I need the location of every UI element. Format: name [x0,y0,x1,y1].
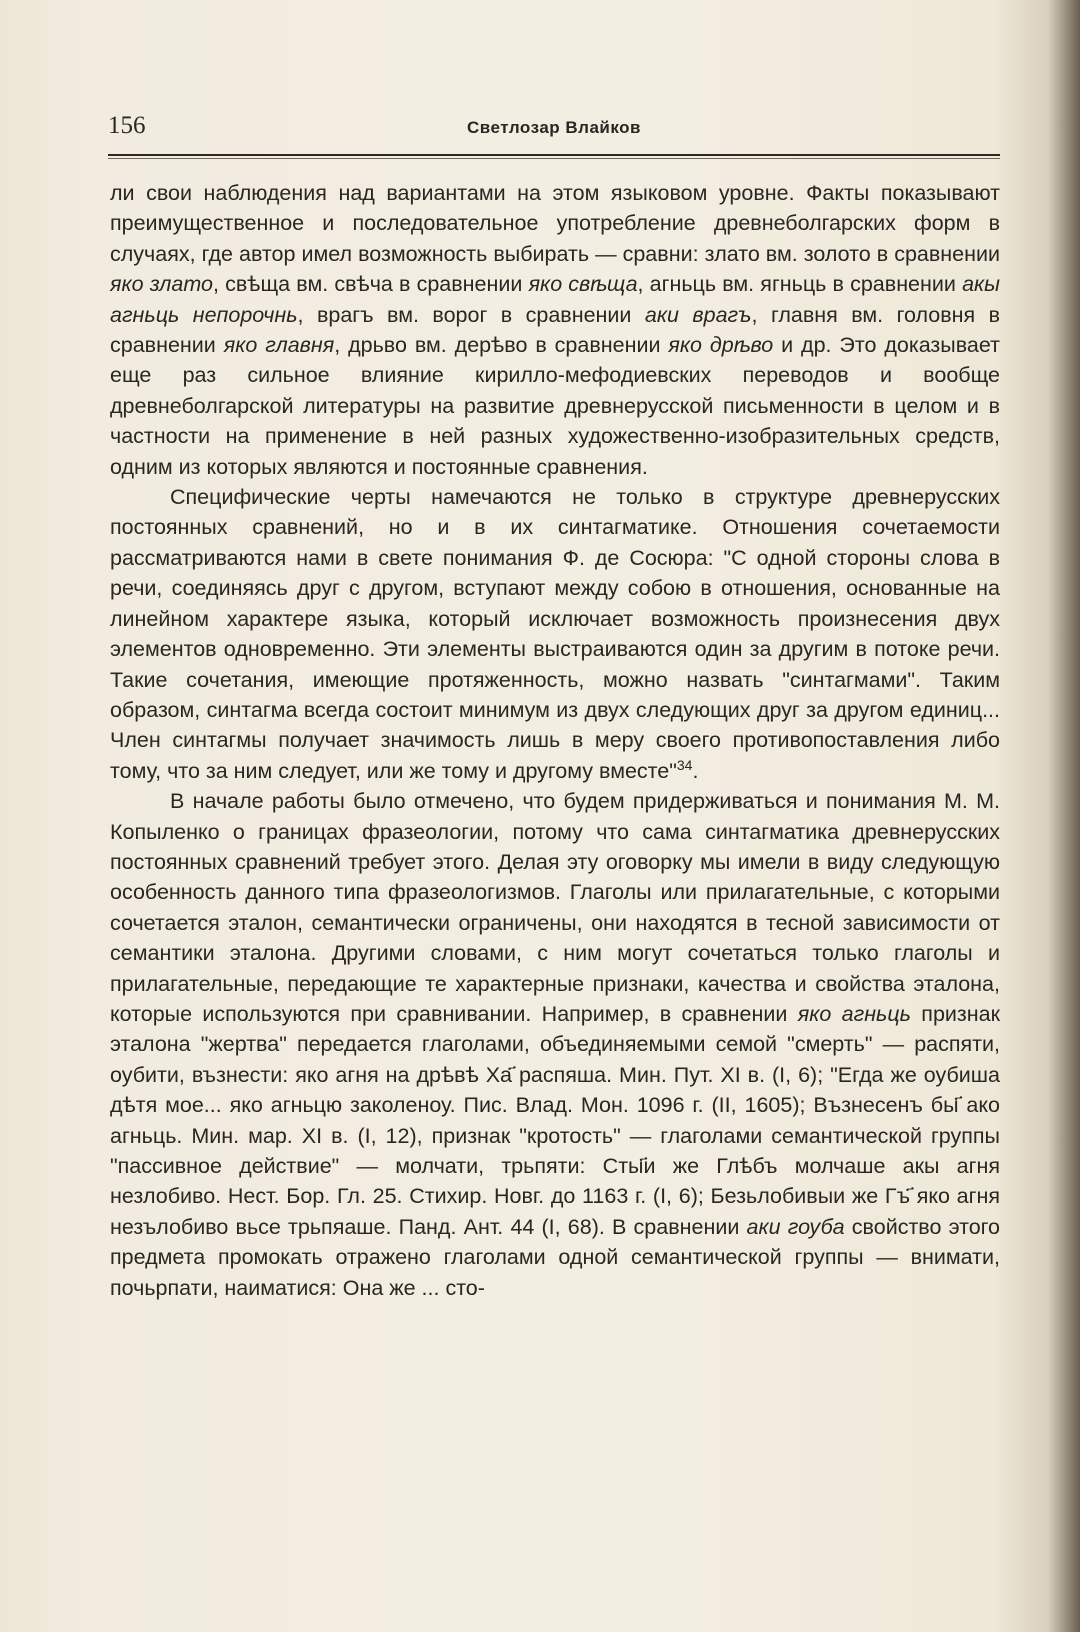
header-rule-thin [108,158,1000,159]
footnote-ref: 34 [676,756,693,773]
text-run: , дрьво вм. дерѣво в сравнении [334,333,669,358]
paragraph [110,178,1000,482]
page-number: 156 [108,112,146,139]
text-run: В начале работы было отмечено, что будем придерживаться и понимания М. М. Копыленко о границах фразеологии, потому что сама синтагматика древнерусских постоянных сравнений требует этого. Делая эту оговорку мы имели в виду следующую особенность данного типа фразеологизмов. Глаголы или прилагательные, с которыми сочетается эталон, семантически ограничены, они находятся в тесной зависимости от семантики эталона. Другими словами, с ним могут сочетаться только глаголы и прилагательные, передающие те характерные признаки, качества и свойства эталона, которые используются при сравнивании. Например, в сравнении [110,789,1000,1026]
paragraph [110,482,1000,786]
text-run: , врагъ вм. ворог в сравнении [297,302,645,327]
italic-phrase: яко агньць [797,1001,911,1026]
text-run: свойство этого предмета промокать отражено глаголами одной семантической группы — внимати, почьрпати, наиматися: Она же ... сто- [110,1214,1000,1300]
text-run: признак эталона "жертва" передается глаголами, объединяемыми семой "смерть" — распяти, оубити, възнести: яко агня на дрѣвѣ Ха҃ распяша. Мин. Пут. XI в. (I, 6); "Егда же оубиша дѣтя мое... яко агньцю заколеноу. Пис. Влад. Мон. 1096 г. (II, 1605); Възнесенъ бы҃ ако агньць. Мин. мар. XI в. (I, 12), признак "кротость" — глаголами семантической группы "пассивное действие" — молчати, трьпяти: Сты҃и же Глѣбъ молчаше акы агня незлобиво. Нест. Бор. Гл. 25. Стихир. Новг. до 1163 г. (I, 6); Безьлобивыи же Гъ҃ яко агня незълобиво вьсе трьпяаше. Панд. Ант. 44 (I, 68). В сравнении [110,1001,1001,1239]
italic-phrase: яко главня [223,333,335,358]
text-run: , агньць вм. ягньць в сравнении [637,272,963,297]
italic-phrase: яко злато [110,272,213,297]
page-header [108,112,1000,146]
text-run: , свѣща вм. свѣча в сравнении [212,272,529,297]
running-title: Светлозар Влайков [467,118,641,137]
body-text [110,178,1000,1303]
header-rule [108,154,1000,156]
text-run: ли свои наблюдения над вариантами на этом языковом уровне. Факты показывают преимущественное и последовательное употребление древнеболгарских форм в случаях, где автор имел возможность выбирать — сравни: злато вм. золото в сравнении [110,181,1000,266]
text-run: , главня вм. головня в сравнении [110,302,1001,358]
italic-phrase: аки гоуба [746,1214,845,1239]
italic-phrase: яко дрѣво [668,333,774,358]
paragraph [110,786,1000,1303]
italic-phrase: акы агньць непорочнь [110,272,1001,327]
text-run: Специфические черты намечаются не только в структуре древнерусских постоянных сравнений, но и в их синтагматике. Отношения сочетаемости рассматриваются нами в свете понимания Ф. де Сосюра: "С одной стороны слова в речи, соединяясь друг с другом, вступают между собою в отношения, основанные на линейном характере языка, который исключает возможность произнесения двух элементов одновременно. Эти элементы выстраиваются один за другим в потоке речи. Такие сочетания, имеющие протяженность, можно назвать "синтагмами". Таким образом, синтагма всегда состоит минимум из двух следующих друг за другом единиц... Член синтагмы получает значимость лишь в меру своего противопоставления либо тому, что за ним следует, или же тому и другому вместе" [110,485,1000,783]
text-run: и др. Это доказывает еще раз сильное влияние кирилло-мефодиевских переводов и вообще древнеболгарской литературы на развитие древнерусской письменности в целом и в частности на применение в ней разных художественно-изобразительных средств, одним из которых являются и постоянные сравнения. [110,333,1000,479]
italic-phrase: аки врагъ [644,302,752,327]
italic-phrase: яко свѣща [528,272,638,297]
text-run: . [692,758,699,783]
